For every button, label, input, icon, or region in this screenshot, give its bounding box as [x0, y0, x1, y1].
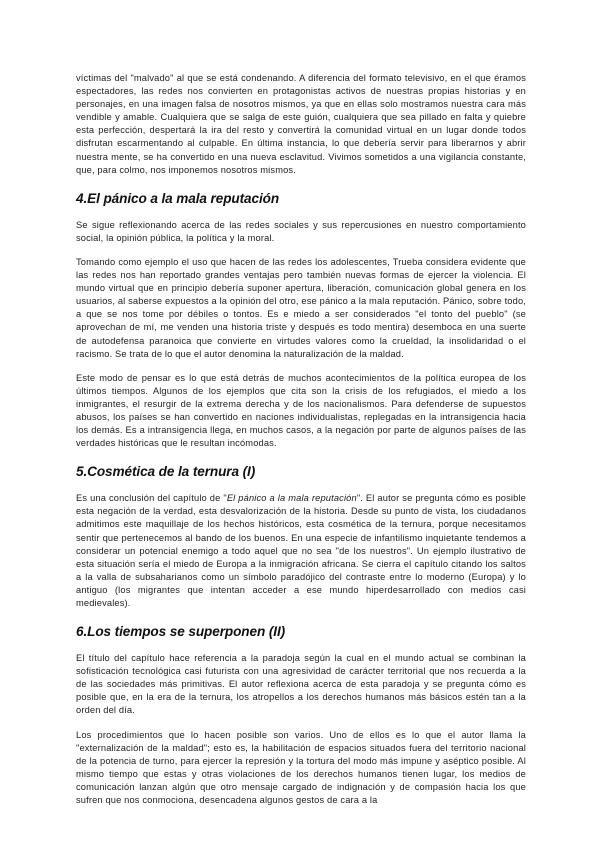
paragraph: Este modo de pensar es lo que está detrás de muchos acontecimientos de la política europea de los últimos tiempos. Algunos de los ejemplos que cita son la crisis de los refugiados, el miedo a los inmigrantes, el resurgir de la extrema derecha y de los nacionalismos. Para defenderse de supuestos abusos, los países se han convertido en naciones individualistas, replegadas en la intransigencia hacia los demás. Es a intransigencia llega, en muchos casos, a la negación por parte de algunos países de las verdades históricas que le resultan incómodas.: [76, 372, 526, 449]
paragraph-text: ". El autor se pregunta cómo es posible esta negación de la verdad, esta desvalorización de la historia. Desde su punto de vista, los ciudadanos admitimos este maquillaje de los hechos históricos, esta cosmética de la ternura, porque necesitamos sentir que pertenecemos al bando de los buenos. En una especie de infantilismo inquietante tendemos a considerar un potencial enemigo a todo aquel que no sea "de los nuestros". Un ejemplo ilustrativo de esta situación sería el miedo de Europa a la inmigración africana. Se cierra el capítulo citando los saltos a la valla de subsaharianos como un símbolo paradójico del contraste entre lo moderno (Europa) y lo antiguo (los migrantes que intentan acceder a ese mundo hiperdesarrollado con medios casi medievales).: [76, 493, 526, 608]
paragraph: Se sigue reflexionando acerca de las redes sociales y sus repercusiones en nuestro comportamiento social, la opinión pública, la política y la moral.: [76, 219, 526, 243]
paragraph: El título del capítulo hace referencia a la paradoja según la cual en el mundo actual se combinan la sofisticación tecnológica casi futurista con una agresividad de carácter territorial que nos recuerda a la de las sociedades más primitivas. El autor reflexiona acerca de esta paradoja y se pregunta cómo es posible que, en la era de la ternura, los atropellos a los derechos humanos más básicos estén tan a la orden del día.: [76, 653, 526, 716]
paragraph: víctimas del "malvado" al que se está condenando. A diferencia del formato televisivo, en el que éramos espectadores, las redes nos convierten en protagonistas activos de nuestras propias historias y en personajes, en una imagen falsa de nosotros mismos, ya que en ellas solo mostramos nuestra cara más vendible y amable. Cualquiera que se salga de este guión, cualquiera que sea pillado en falta y quiebre esta perfección, despertará la ira del resto y convertirá la comunidad virtual en un lugar donde todos disfrutan escarmentando al culpable. En última instancia, lo que debería servir para liberarnos y abrir nuestra mente, se ha convertido en una nueva esclavitud. Vivimos sometidos a una vigilancia constante, que, para colmo, nos imponemos nosotros mismos.: [76, 73, 526, 175]
section-heading: 4.El pánico a la mala reputación: [76, 190, 280, 206]
paragraph-text: Es una conclusión del capítulo de ": [76, 493, 227, 504]
section-heading: 5.Cosmética de la ternura (I): [76, 464, 256, 480]
section-heading: 6.Los tiempos se superponen (II): [76, 624, 286, 640]
paragraph: Los procedimientos que lo hacen posible son varios. Uno de ellos es lo que el autor llama la "externalización de la maldad"; esto es, la habilitación de espacios situados fuera del territorio nacional de la potencia de turno, para ejercer la represión y la tortura del modo más impune y aséptico posible. Al mismo tiempo que estas y otras violaciones de los derechos humanos tienen lugar, los medios de comunicación lanzan algún que otro mensaje cargado de indignación y de compasión hacia los que sufren que nos conmociona, desencadena algunos gestos de cara a la: [76, 729, 526, 806]
paragraph: Tomando como ejemplo el uso que hacen de las redes los adolescentes, Trueba considera evidente que las redes nos han reportado grandes ventajas pero también nuevas formas de ejercer la violencia. El mundo virtual que en principio debería suponer apertura, liberación, comunicación global genera en los usuarios, al saberse expuestos a la opinión del otro, ese pánico a la mala reputación. Pánico, sobre todo, a que se nos tome por débiles o tontos. Es e miedo a ser considerados "el tonto del pueblo" (se aprovechan de mí, me venden una historia triste y después es todo mentira) desemboca en una suerte de autodefensa paranoica que convierte en virtudes valores como la crueldad, la insolidaridad o el racismo. Se trata de lo que el autor denomina la naturalización de la maldad.: [76, 256, 526, 359]
paragraph: [76, 492, 526, 610]
quoted-chapter-title: El pánico a la mala reputación: [226, 493, 357, 504]
